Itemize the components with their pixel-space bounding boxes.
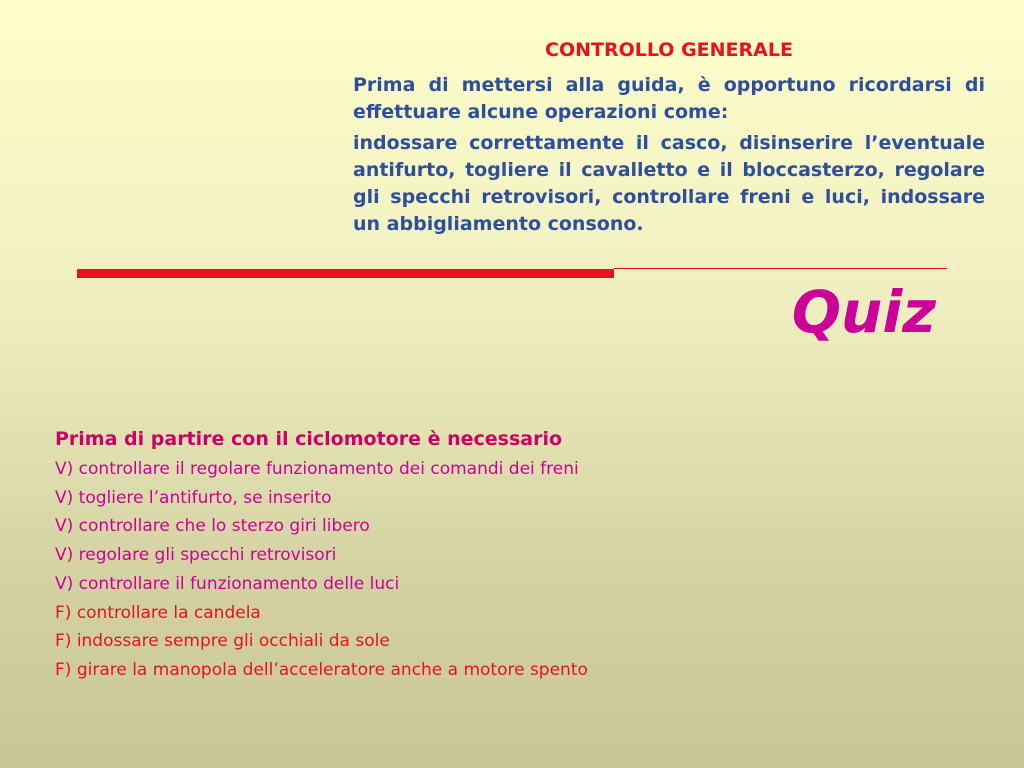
answer-item: F) indossare sempre gli occhiali da sole [55,631,390,652]
intro-paragraph: Prima di mettersi alla guida, è opportuno ricordarsi di effettuare alcune operazioni come: [353,74,985,123]
answer-item: F) girare la manopola dell’acceleratore anche a motore spento [55,659,588,680]
answer-item: V) controllare il funzionamento delle luci [55,573,400,594]
answer-item: V) controllare il regolare funzionamento dei comandi dei freni [55,459,579,479]
answer-item: F) controllare la candela [55,602,261,623]
answer-item: V) controllare che lo sterzo giri libero [55,516,370,537]
operations-paragraph: indossare correttamente il casco, disinserire l’eventuale antifurto, togliere il cavalletto e il bloccasterzo, regolare gli specchi retrovisori, controllare freni e luci, indossare un abbigliamento consono. [353,132,985,235]
slide-title: CONTROLLO GENERALE [545,39,793,61]
answer-item: V) togliere l’antifurto, se inserito [55,487,332,508]
divider-thin [614,268,947,269]
quiz-heading: Quiz [791,278,936,346]
quiz-question: Prima di partire con il ciclomotore è necessario [55,428,563,450]
divider-thick [77,269,614,278]
answer-item: V) regolare gli specchi retrovisori [55,545,337,566]
answer-list [55,455,588,685]
